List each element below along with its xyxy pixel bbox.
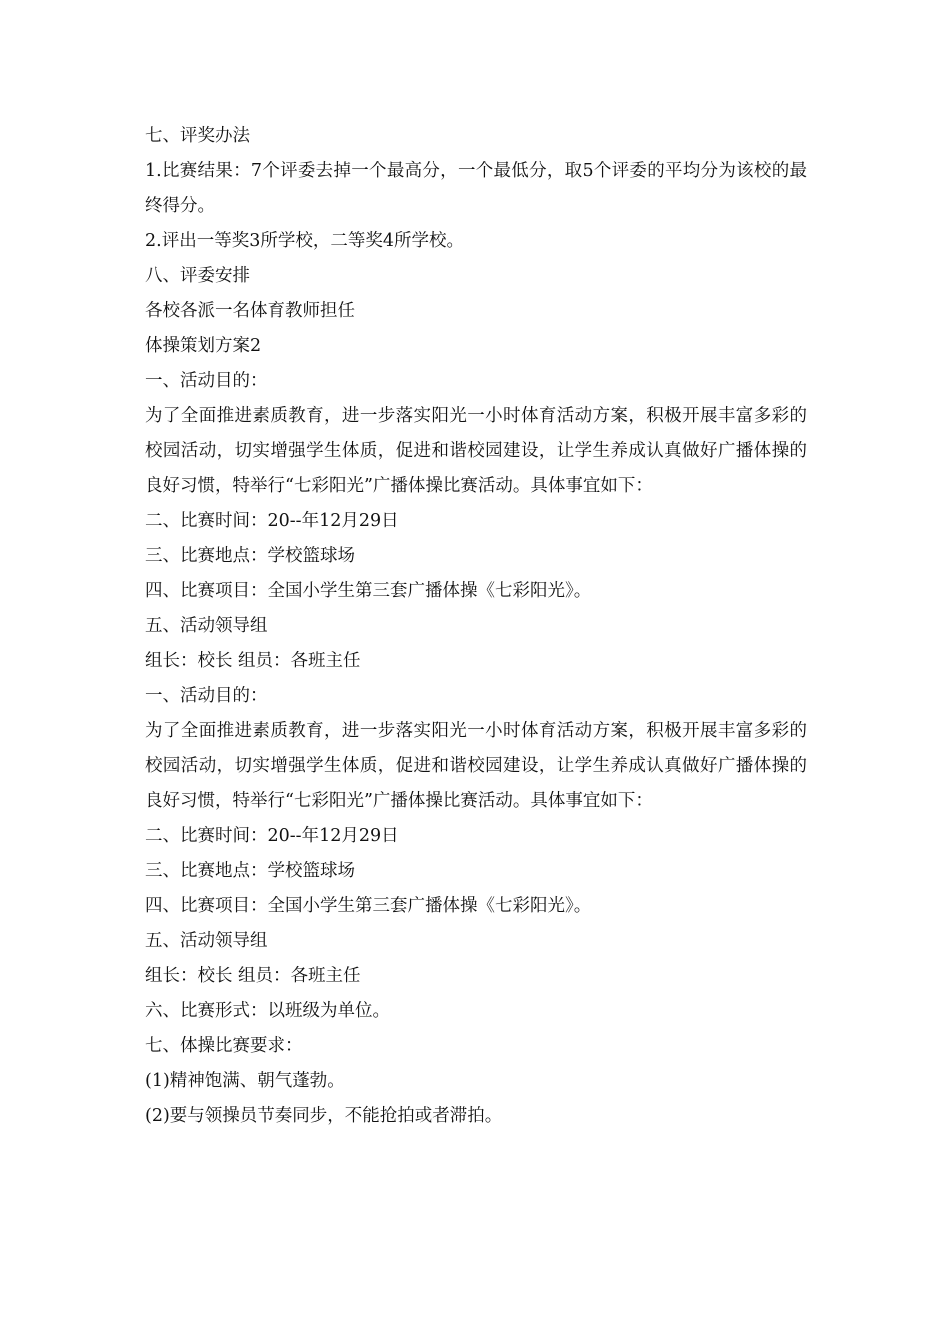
- paragraph-competition-format: 六、比赛形式：以班级为单位。: [145, 1001, 390, 1021]
- heading-requirements: 七、体操比赛要求：: [145, 1036, 303, 1056]
- paragraph-competition-item: 四、比赛项目：全国小学生第三套广播体操《七彩阳光》。: [145, 581, 592, 601]
- paragraph-competition-location-repeat: 三、比赛地点：学校篮球场: [145, 861, 355, 881]
- paragraph-competition-time: 二、比赛时间：20--年12月29日: [145, 511, 399, 531]
- paragraph-leadership-members: 组长：校长 组员：各班主任: [145, 651, 361, 671]
- heading-leadership-group-repeat: 五、活动领导组: [145, 931, 268, 951]
- paragraph-requirement-2: (2)要与领操员节奏同步，不能抢拍或者滞拍。: [145, 1106, 503, 1126]
- paragraph-competition-location: 三、比赛地点：学校篮球场: [145, 546, 355, 566]
- paragraph-award-count: 2.评出一等奖3所学校，二等奖4所学校。: [145, 231, 464, 251]
- heading-judges-arrangement: 八、评委安排: [145, 266, 250, 286]
- heading-activity-purpose-repeat: 一、活动目的：: [145, 686, 268, 706]
- heading-plan-2: 体操策划方案2: [145, 336, 262, 356]
- heading-activity-purpose: 一、活动目的：: [145, 371, 268, 391]
- document-body: [145, 119, 807, 1134]
- paragraph-competition-time-repeat: 二、比赛时间：20--年12月29日: [145, 826, 399, 846]
- heading-leadership-group: 五、活动领导组: [145, 616, 268, 636]
- paragraph-activity-purpose: 为了全面推进素质教育，进一步落实阳光一小时体育活动方案，积极开展丰富多彩的校园活动，切实增强学生体质，促进和谐校园建设，让学生养成认真做好广播体操的良好习惯，特举行“七彩阳光”广播体操比赛活动。具体事宜如下：: [145, 406, 807, 496]
- paragraph-leadership-members-repeat: 组长：校长 组员：各班主任: [145, 966, 361, 986]
- paragraph-judges: 各校各派一名体育教师担任: [145, 301, 355, 321]
- heading-award-method: 七、评奖办法: [145, 126, 250, 146]
- paragraph-competition-result: 1.比赛结果：7个评委去掉一个最高分，一个最低分，取5个评委的平均分为该校的最终得分。: [145, 161, 807, 216]
- paragraph-competition-item-repeat: 四、比赛项目：全国小学生第三套广播体操《七彩阳光》。: [145, 896, 592, 916]
- paragraph-requirement-1: (1)精神饱满、朝气蓬勃。: [145, 1071, 345, 1091]
- paragraph-activity-purpose-repeat: 为了全面推进素质教育，进一步落实阳光一小时体育活动方案，积极开展丰富多彩的校园活动，切实增强学生体质，促进和谐校园建设，让学生养成认真做好广播体操的良好习惯，特举行“七彩阳光”广播体操比赛活动。具体事宜如下：: [145, 721, 807, 811]
